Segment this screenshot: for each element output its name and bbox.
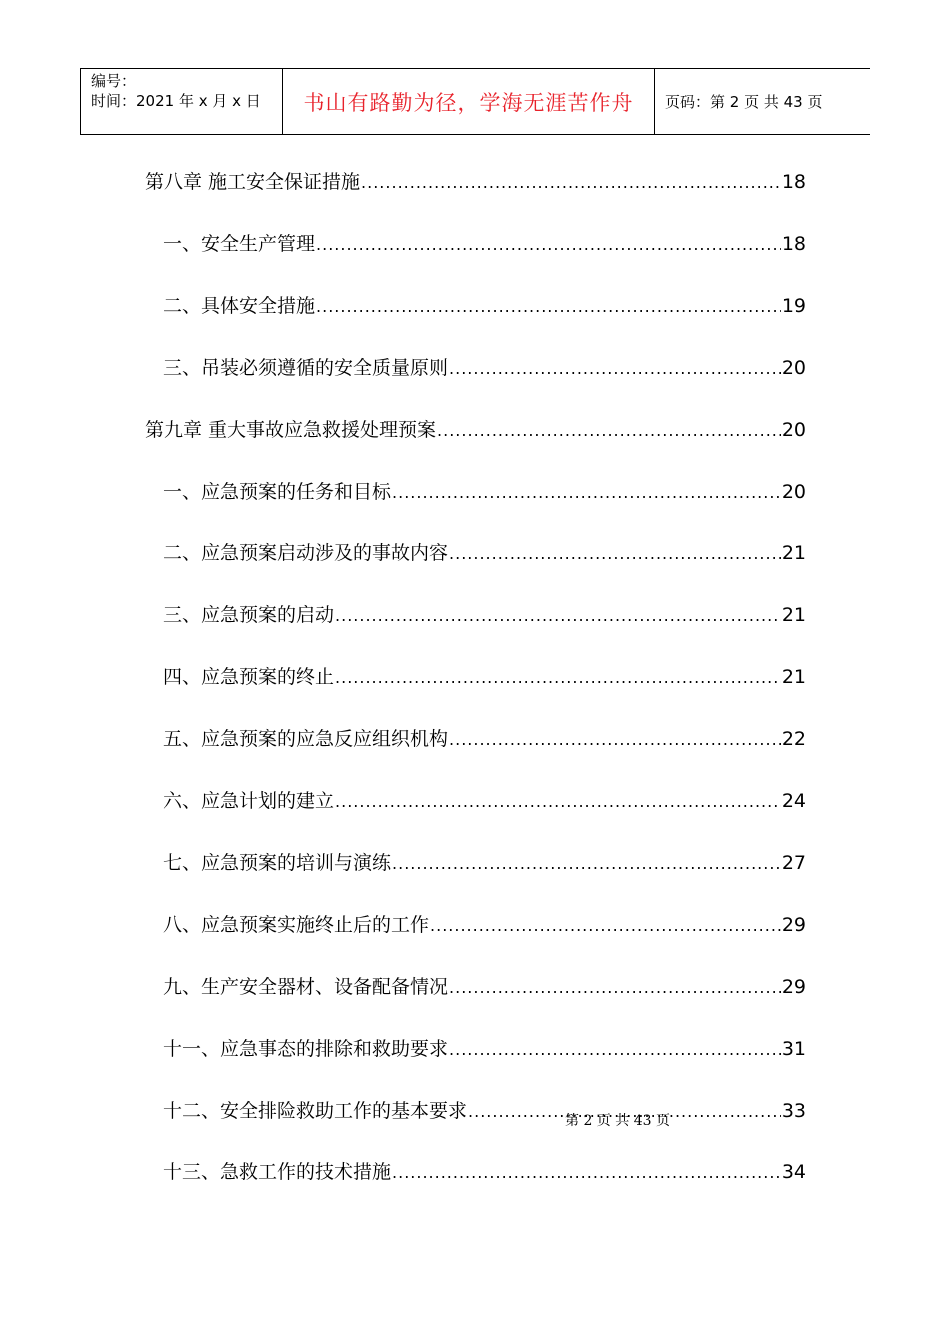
header-motto-cell — [283, 69, 655, 134]
toc-entry-page: 18 — [781, 233, 806, 255]
toc-entry-page: 24 — [781, 790, 806, 812]
toc-entry[interactable] — [163, 724, 806, 754]
toc-leader-dots — [361, 168, 781, 198]
toc-leader-dots — [449, 725, 781, 755]
toc-entry[interactable] — [145, 167, 806, 197]
toc-leader-dots — [392, 849, 781, 879]
toc-entry-title: 八、应急预案实施终止后的工作 — [163, 914, 430, 936]
toc-leader-dots — [449, 354, 781, 384]
toc-entry-page: 31 — [781, 1038, 806, 1060]
toc-leader-dots — [449, 973, 781, 1003]
toc-leader-dots — [335, 663, 781, 693]
toc-leader-dots — [316, 292, 781, 322]
toc-entry-title: 第八章 施工安全保证措施 — [145, 171, 361, 193]
toc-entry[interactable] — [163, 1034, 806, 1064]
toc-entry-page: 21 — [781, 604, 806, 626]
toc-entry-title: 七、应急预案的培训与演练 — [163, 852, 392, 874]
toc-entry-page: 20 — [781, 357, 806, 379]
document-date: 时间：2021 年 x 月 x 日 — [91, 92, 261, 110]
toc-entry[interactable] — [163, 662, 806, 692]
toc-entry-page: 20 — [781, 419, 806, 441]
header-motto: 书山有路勤为径，学海无涯苦作舟 — [303, 90, 634, 115]
toc-leader-dots — [316, 230, 781, 260]
document-number-label: 编号： — [91, 72, 137, 90]
toc-entry-page: 29 — [781, 914, 806, 936]
document-header — [80, 68, 870, 135]
toc-entry-page: 21 — [781, 666, 806, 688]
toc-leader-dots — [449, 539, 781, 569]
toc-entry-page: 20 — [781, 481, 806, 503]
toc-entry-page: 34 — [781, 1161, 806, 1183]
toc-leader-dots — [335, 787, 781, 817]
toc-entry[interactable] — [163, 1157, 806, 1187]
toc-entry[interactable] — [163, 972, 806, 1002]
toc-leader-dots — [335, 601, 781, 631]
page-footer-mark: 第 2 页 共 43 页 — [565, 1113, 670, 1129]
toc-leader-dots — [392, 1158, 781, 1188]
toc-entry-page: 18 — [781, 171, 806, 193]
toc-leader-dots — [430, 911, 781, 941]
toc-entry-title: 一、安全生产管理 — [163, 233, 316, 255]
toc-entry-title: 三、吊装必须遵循的安全质量原则 — [163, 357, 449, 379]
toc-entry-page: 29 — [781, 976, 806, 998]
toc-leader-dots — [449, 1035, 781, 1065]
toc-entry[interactable] — [163, 848, 806, 878]
toc-entry[interactable] — [163, 538, 806, 568]
toc-entry-title: 三、应急预案的启动 — [163, 604, 335, 626]
toc-entry-page: 19 — [781, 295, 806, 317]
header-meta — [81, 69, 283, 134]
toc-entry-title: 十三、急救工作的技术措施 — [163, 1161, 392, 1183]
toc-entry[interactable] — [163, 477, 806, 507]
toc-entry[interactable] — [163, 910, 806, 940]
toc-entry-title: 六、应急计划的建立 — [163, 790, 335, 812]
toc-entry[interactable] — [145, 415, 806, 445]
toc-entry-title: 二、应急预案启动涉及的事故内容 — [163, 542, 449, 564]
toc-entry-title: 十二、安全排险救助工作的基本要求 — [163, 1100, 468, 1122]
toc-entry-title: 四、应急预案的终止 — [163, 666, 335, 688]
toc-entry-title: 九、生产安全器材、设备配备情况 — [163, 976, 449, 998]
toc-entry[interactable] — [163, 291, 806, 321]
toc-leader-dots — [437, 416, 781, 446]
toc-entry-title: 二、具体安全措施 — [163, 295, 316, 317]
toc-entry-title: 一、应急预案的任务和目标 — [163, 481, 392, 503]
toc-entry-page: 21 — [781, 542, 806, 564]
header-page-info-cell — [655, 69, 870, 134]
toc-entry-title: 第九章 重大事故应急救援处理预案 — [145, 419, 437, 441]
toc-entry-page: 27 — [781, 852, 806, 874]
toc-entry[interactable] — [163, 353, 806, 383]
header-page-info: 页码：第 2 页 共 43 页 — [665, 93, 823, 111]
toc-entry[interactable] — [163, 229, 806, 259]
toc-entry[interactable] — [163, 786, 806, 816]
toc-entry-title: 五、应急预案的应急反应组织机构 — [163, 728, 449, 750]
toc-entry-page: 22 — [781, 728, 806, 750]
toc-leader-dots — [392, 478, 781, 508]
toc-entry-title: 十一、应急事态的排除和救助要求 — [163, 1038, 449, 1060]
toc-entry[interactable] — [163, 1096, 806, 1126]
toc-entry[interactable] — [163, 600, 806, 630]
toc-entry-page: 33 — [781, 1100, 806, 1122]
